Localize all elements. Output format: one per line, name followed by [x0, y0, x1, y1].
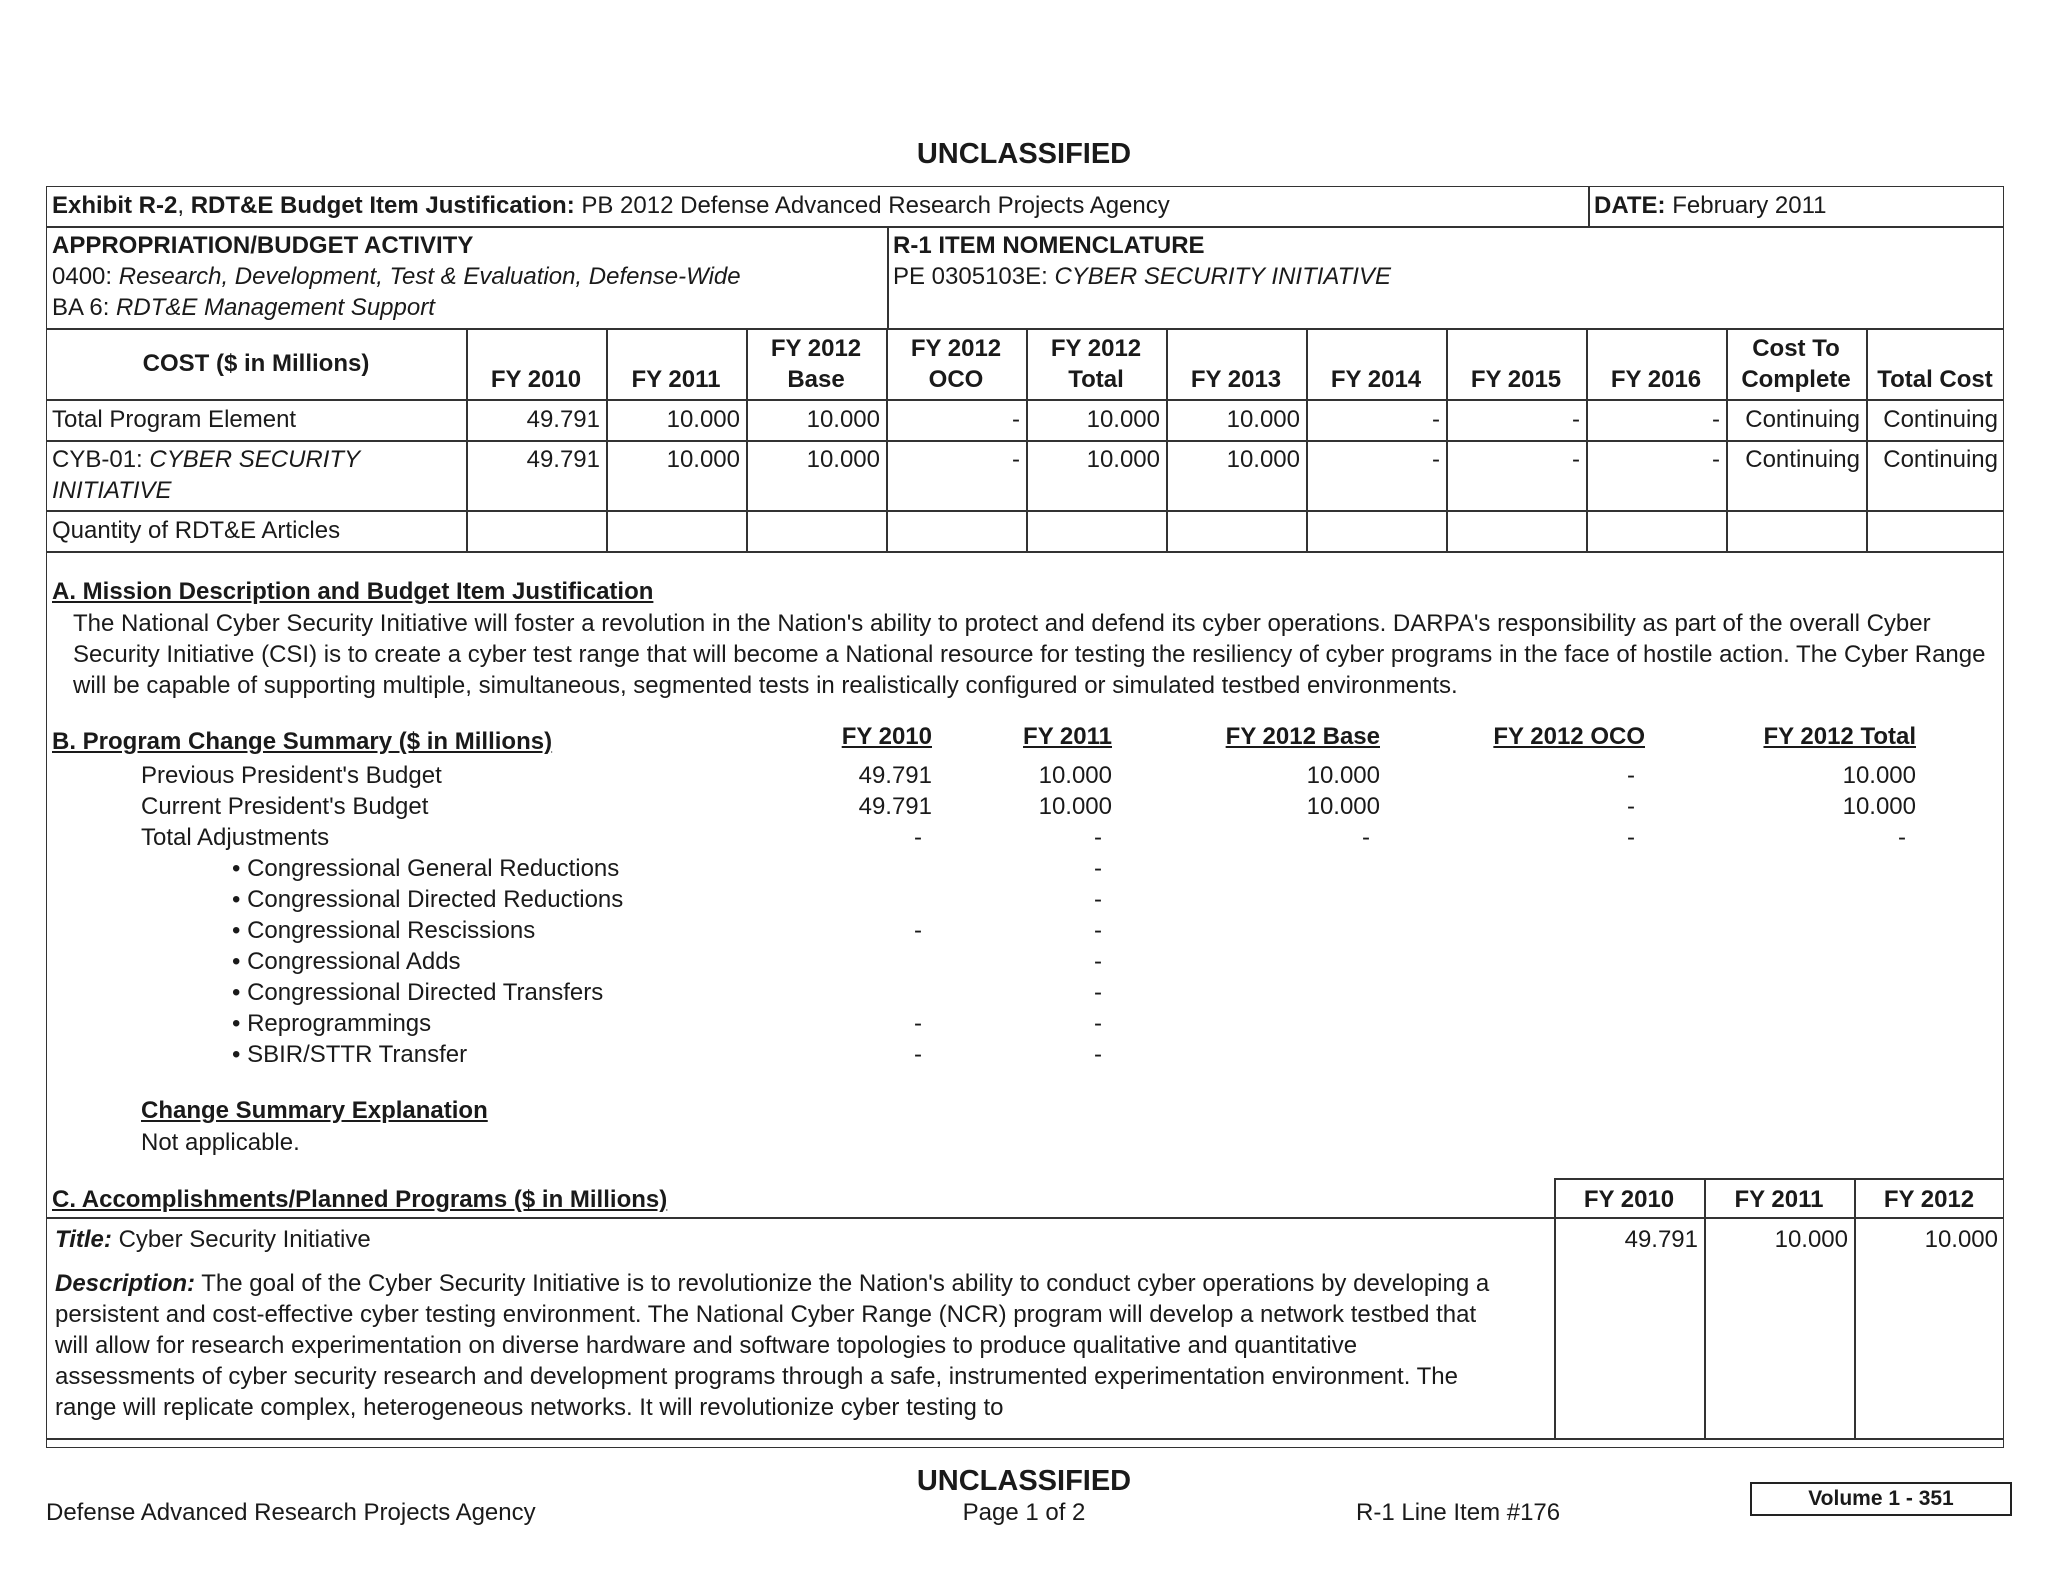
change-column-header: FY 2010 — [841, 723, 932, 750]
cost-header-line2: FY 2015 — [1470, 366, 1562, 393]
cost-header-line2: FY 2011 — [631, 366, 721, 393]
adjustment-fy2011: - — [1094, 979, 1102, 1006]
program-description: Description: The goal of the Cyber Security Initiative is to revolutionize the Nation's ability to conduct cyber operations by developing a persistent and cost-effective cyber testing environment. The National Cyber Range (NCR) program will develop a network testbed that will allow for research experimentation on diverse hardware and software topologies to produce qualitative and quantitative assessments of cyber security research and development programs through a safe, instrumented experimentation environment. The range will replicate complex, heterogeneous networks. It will revolutionize cyber testing to — [55, 1270, 1490, 1421]
change-summary-heading: Change Summary Explanation — [141, 1097, 488, 1124]
divider — [1586, 328, 1588, 551]
cost-header-line1: FY 2012 — [910, 335, 1002, 362]
footer-page: Page 1 of 2 — [962, 1499, 1086, 1526]
cost-cell: 10.000 — [806, 446, 880, 473]
accomplishment-column-header: FY 2011 — [1734, 1186, 1824, 1213]
divider — [46, 440, 2004, 442]
divider — [1166, 328, 1168, 551]
nomenclature-heading: R-1 ITEM NOMENCLATURE — [893, 232, 1205, 259]
cost-cell: 10.000 — [806, 406, 880, 433]
change-cell: - — [1362, 824, 1370, 851]
change-cell: - — [1898, 824, 1906, 851]
appropriation-line2: BA 6: RDT&E Management Support — [52, 294, 435, 321]
section-c-heading: C. Accomplishments/Planned Programs ($ in Millions) — [52, 1186, 668, 1213]
section-a-text: The National Cyber Security Initiative will foster a revolution in the Nation's ability to protect and defend its cyber operations. DARPA's responsibility as part of the overall Cyber Security Initiative (CSI) is to create a cyber test range that will become a National resource for testing the resiliency of cyber programs in the face of hostile action. The Cyber Range will be capable of supporting multiple, simultaneous, segmented tests in realistically configured or simulated testbed environments. — [73, 610, 1986, 699]
cost-header-line2: Complete — [1741, 366, 1851, 393]
change-cell: - — [914, 824, 922, 851]
cost-cell: Continuing — [1883, 446, 1998, 473]
cost-cell: - — [1572, 446, 1580, 473]
cost-column-header: COST ($ in Millions) — [142, 350, 370, 377]
cost-header-line2: Total Cost — [1877, 366, 1993, 393]
appropriation-heading: APPROPRIATION/BUDGET ACTIVITY — [52, 232, 474, 259]
cost-cell: - — [1432, 406, 1440, 433]
change-row-label: Current President's Budget — [141, 793, 429, 820]
cost-cell: - — [1012, 446, 1020, 473]
cost-row-label — [52, 515, 340, 546]
cost-header-line2: Total — [1068, 366, 1124, 393]
divider — [1588, 186, 1590, 226]
volume-box: Volume 1 - 351 — [1750, 1482, 2012, 1516]
cost-cell: Continuing — [1883, 406, 1998, 433]
change-row-label: Total Adjustments — [141, 824, 330, 851]
cost-row-label — [52, 444, 360, 475]
cost-cell: - — [1432, 446, 1440, 473]
change-cell: 49.791 — [858, 762, 932, 789]
nomenclature-value: PE 0305103E: CYBER SECURITY INITIATIVE — [893, 263, 1391, 290]
cost-cell: - — [1572, 406, 1580, 433]
adjustment-label: • SBIR/STTR Transfer — [232, 1041, 468, 1068]
adjustment-fy2011: - — [1094, 855, 1102, 882]
cost-header-line2: FY 2013 — [1190, 366, 1282, 393]
divider — [1554, 1178, 2004, 1180]
cost-cell: 10.000 — [1226, 406, 1300, 433]
divider — [46, 1438, 2004, 1440]
divider — [1704, 1178, 1706, 1438]
change-cell: - — [1094, 824, 1102, 851]
change-column-header: FY 2012 Total — [1763, 723, 1916, 750]
exhibit-title: Exhibit R-2, RDT&E Budget Item Justification: PB 2012 Defense Advanced Research Projects Agency — [52, 192, 1170, 219]
divider — [46, 328, 2004, 330]
divider — [606, 328, 608, 551]
adjustment-fy2011: - — [1094, 1041, 1102, 1068]
divider — [46, 510, 2004, 512]
change-cell: 10.000 — [1842, 793, 1916, 820]
divider — [46, 226, 2004, 228]
adjustment-label: • Congressional Directed Reductions — [232, 886, 624, 913]
exhibit-date: DATE: February 2011 — [1594, 192, 1827, 219]
appropriation-line1: 0400: Research, Development, Test & Evaluation, Defense-Wide — [52, 263, 741, 290]
change-cell: 10.000 — [1306, 793, 1380, 820]
accomplishment-value: 10.000 — [1774, 1226, 1848, 1253]
cost-cell: 10.000 — [1086, 406, 1160, 433]
footer-agency: Defense Advanced Research Projects Agency — [46, 1499, 536, 1526]
cost-cell: Continuing — [1745, 406, 1860, 433]
cost-cell: - — [1012, 406, 1020, 433]
change-summary-text: Not applicable. — [141, 1129, 300, 1156]
divider — [1854, 1178, 1856, 1438]
cost-row-label-text: Total Program Element — [52, 406, 297, 433]
change-row-label: Previous President's Budget — [141, 762, 442, 789]
adjustment-label: • Congressional Rescissions — [232, 917, 536, 944]
accomplishment-column-header: FY 2012 — [1883, 1186, 1975, 1213]
cost-row-label-text: Quantity of RDT&E Articles — [52, 517, 341, 544]
change-cell: 10.000 — [1842, 762, 1916, 789]
cost-cell: 49.791 — [526, 406, 600, 433]
divider — [466, 328, 468, 551]
adjustment-label: • Congressional Directed Transfers — [232, 979, 604, 1006]
adjustment-label: • Reprogrammings — [232, 1010, 432, 1037]
accomplishment-value: 49.791 — [1624, 1226, 1698, 1253]
cost-header-line2: FY 2010 — [490, 366, 582, 393]
cost-header-line1: FY 2012 — [1050, 335, 1142, 362]
adjustment-fy2011: - — [1094, 886, 1102, 913]
divider — [1306, 328, 1308, 551]
footer-line-item: R-1 Line Item #176 — [1356, 1499, 1561, 1526]
cost-cell: 10.000 — [1226, 446, 1300, 473]
adjustment-fy2010: - — [914, 1010, 922, 1037]
section-b-heading: B. Program Change Summary ($ in Millions) — [52, 728, 553, 755]
cost-row-label-italic: CYBER SECURITY — [149, 446, 361, 473]
cost-header-line1: FY 2012 — [770, 335, 862, 362]
adjustment-fy2010: - — [914, 917, 922, 944]
change-cell: 10.000 — [1306, 762, 1380, 789]
adjustment-fy2010: - — [914, 1041, 922, 1068]
cost-header-line2: Base — [787, 366, 845, 393]
divider — [46, 399, 2004, 401]
cost-cell: 10.000 — [666, 446, 740, 473]
adjustment-fy2011: - — [1094, 948, 1102, 975]
adjustment-fy2011: - — [1094, 1010, 1102, 1037]
divider — [1554, 1178, 1556, 1438]
accomplishment-column-header: FY 2010 — [1583, 1186, 1675, 1213]
cost-cell: 10.000 — [666, 406, 740, 433]
divider — [1866, 328, 1868, 551]
cost-header-line2: OCO — [928, 366, 984, 393]
cost-row-label — [52, 404, 296, 435]
adjustment-label: • Congressional Adds — [232, 948, 461, 975]
cost-row-label-line2: INITIATIVE — [52, 477, 172, 504]
section-a-heading: A. Mission Description and Budget Item Justification — [52, 578, 654, 605]
cost-cell: 49.791 — [526, 446, 600, 473]
divider — [46, 1217, 2004, 1219]
change-cell: 49.791 — [858, 793, 932, 820]
change-cell: 10.000 — [1038, 793, 1112, 820]
cost-cell: 10.000 — [1086, 446, 1160, 473]
cost-cell: Continuing — [1745, 446, 1860, 473]
cost-header-line2: FY 2016 — [1610, 366, 1702, 393]
change-column-header: FY 2011 — [1023, 723, 1112, 750]
change-column-header: FY 2012 OCO — [1493, 723, 1645, 750]
cost-cell: - — [1712, 446, 1720, 473]
divider — [887, 226, 889, 328]
change-cell: - — [1627, 762, 1635, 789]
classification-footer: UNCLASSIFIED — [916, 1465, 1132, 1497]
cost-header-line1: Cost To — [1752, 335, 1840, 362]
change-column-header: FY 2012 Base — [1225, 723, 1380, 750]
accomplishment-value: 10.000 — [1924, 1226, 1998, 1253]
program-title: Title: Cyber Security Initiative — [55, 1226, 371, 1253]
change-cell: - — [1627, 824, 1635, 851]
adjustment-label: • Congressional General Reductions — [232, 855, 620, 882]
cost-row-label-text: CYB-01: — [52, 446, 150, 473]
divider — [1446, 328, 1448, 551]
cost-cell: - — [1712, 406, 1720, 433]
change-cell: 10.000 — [1038, 762, 1112, 789]
divider — [46, 551, 2004, 553]
classification-header: UNCLASSIFIED — [916, 138, 1132, 170]
change-cell: - — [1627, 793, 1635, 820]
adjustment-fy2011: - — [1094, 917, 1102, 944]
cost-header-line2: FY 2014 — [1330, 366, 1422, 393]
